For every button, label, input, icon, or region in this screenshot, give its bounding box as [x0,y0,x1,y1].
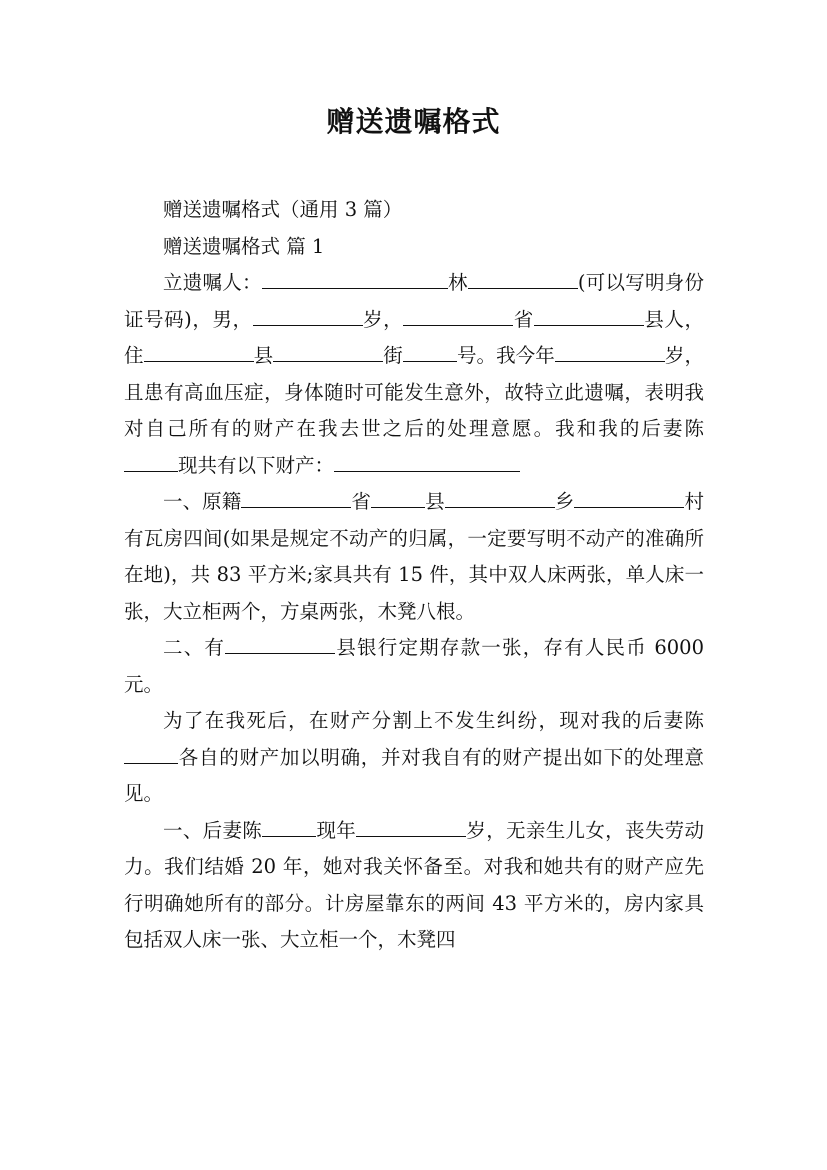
text-segment: 县人，住 [124,307,704,367]
text-segment: (可以写明身份证号码)，男， [124,271,704,331]
text-segment: 二、有 [163,636,226,659]
blank-line [555,341,665,362]
blank-line [262,268,448,289]
blank-line [273,341,383,362]
text-segment: 号。我今年 [456,344,555,367]
blank-line [403,304,513,325]
text-segment: 岁，无亲生儿女，丧失劳动力。我们结婚 20 年，她对我关怀备至。对我和她共有的财产应先行明确她所有的部分。计房屋靠东的两间 43 平方米的，房内家具包括双人床一张、大立柜一个，木凳四 [124,818,704,951]
text-segment: 街 [383,344,403,367]
blank-line [371,487,425,508]
paragraph-wife [124,813,704,959]
blank-line [144,341,254,362]
blank-line [225,633,335,654]
text-segment: 省 [351,490,372,513]
text-segment: 岁， [362,307,404,331]
section-heading: 赠送遗嘱格式 篇 1 [163,234,325,258]
text-segment: 县 [253,344,274,367]
blank-line [468,268,578,289]
text-segment: 省 [513,307,534,331]
paragraph-testator [124,265,704,484]
text-segment: 乡 [554,490,575,513]
blank-line [356,815,466,836]
blank-line [241,487,351,508]
text-segment: 岁，且患有高血压症，身体随时可能发生意外，故特立此遗嘱，表明我对自己所有的财产在我去世之后的处理意愿。我和我的后妻陈 [124,344,704,440]
blank-line [574,487,684,508]
text-segment: 现年 [316,818,357,842]
text-segment: 林 [447,271,468,294]
text-segment: 现共有以下财产： [178,453,335,477]
blank-line [534,304,644,325]
subtitle: 赠送遗嘱格式（通用 3 篇） [163,198,403,221]
text-segment: 村有瓦房四间(如果是规定不动产的归属，一定要写明不动产的准确所在地)，共 83 平方米;家具共有 15 件，其中双人床两张，单人床一张，大立柜两个，方桌两张，木凳八根。 [124,490,704,623]
paragraph-property-deposit [124,630,704,703]
text-segment: 各自的财产加以明确，并对我自有的财产提出如下的处理意见。 [124,745,704,805]
blank-line [253,304,363,325]
text-segment: 立遗嘱人： [163,271,262,294]
document-body [124,192,704,959]
blank-line [445,487,555,508]
text-segment: 为了在我死后，在财产分割上不发生纠纷，现对我的后妻陈 [163,709,704,732]
paragraph-intent [124,703,704,813]
blank-line [334,450,520,471]
text-segment: 一、原籍 [163,490,242,513]
blank-line [124,450,178,471]
text-segment: 一、后妻陈 [163,818,263,842]
document-title: 赠送遗嘱格式 [326,105,501,138]
blank-line [403,341,457,362]
paragraph-property-house [124,484,704,630]
blank-line [124,742,178,763]
blank-line [262,815,316,836]
text-segment: 县银行定期存款一张，存有人民币 6000 元。 [124,636,704,696]
text-segment: 县 [425,490,445,513]
